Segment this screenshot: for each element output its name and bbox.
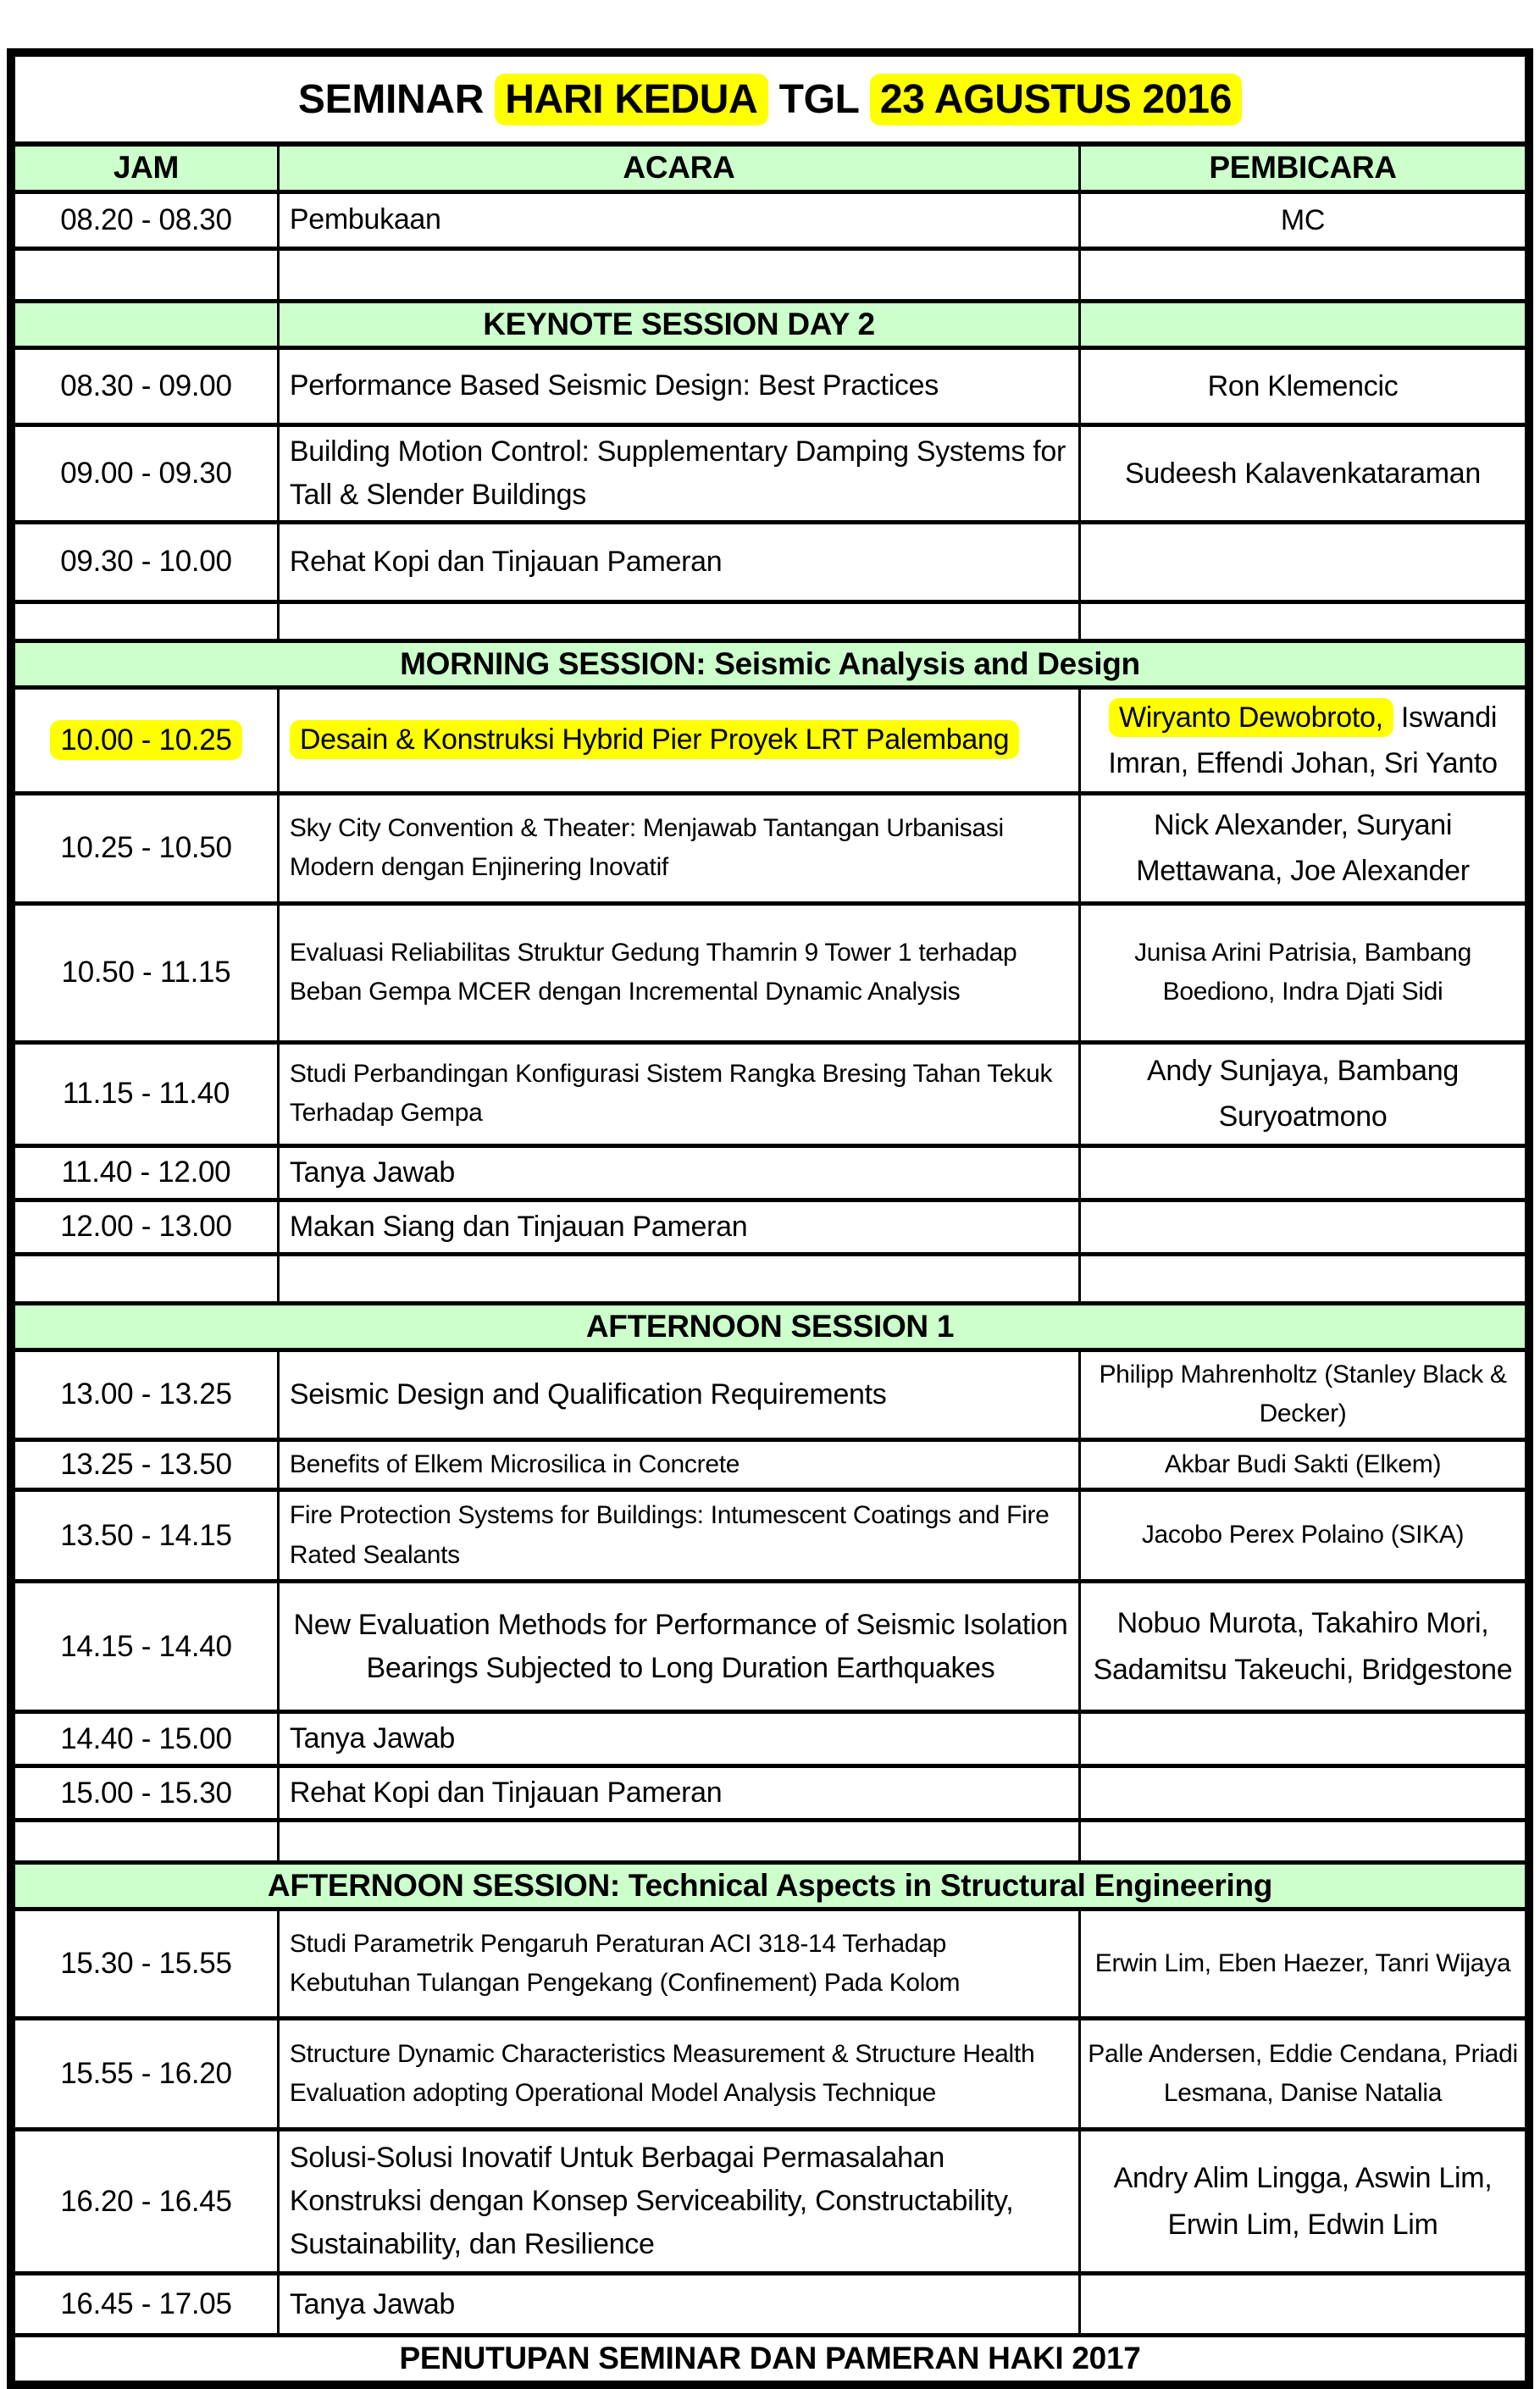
schedule-row: [11, 1042, 1529, 1145]
column-header-pembicara: PEMBICARA: [1080, 144, 1529, 191]
time-cell: 15.00 - 15.30: [11, 1766, 278, 1821]
schedule-row: [11, 1439, 1529, 1490]
speaker-cell: [1080, 2274, 1529, 2336]
session-header-keynote: KEYNOTE SESSION DAY 2: [278, 301, 1079, 347]
blank-row: [11, 601, 1529, 640]
schedule-row: [11, 1712, 1529, 1766]
column-header-acara: ACARA: [278, 144, 1079, 191]
schedule-row: [11, 2019, 1529, 2130]
empty-cell: [11, 301, 278, 347]
highlighted-speaker: Wiryanto Dewobroto,: [1109, 698, 1393, 737]
title-part-2: TGL: [778, 76, 859, 122]
event-cell: Fire Protection Systems for Buildings: Intumescent Coatings and Fire Rated Sealants: [278, 1490, 1079, 1582]
event-cell: Rehat Kopi dan Tinjauan Pameran: [278, 522, 1079, 601]
schedule-row: [11, 2130, 1529, 2274]
event-cell: Tanya Jawab: [278, 1712, 1079, 1766]
closing-row: [11, 2336, 1529, 2385]
schedule-row: [11, 1490, 1529, 1582]
session-header-afternoon1: AFTERNOON SESSION 1: [11, 1303, 1529, 1350]
speaker-cell: [1080, 1145, 1529, 1200]
schedule-row: [11, 2274, 1529, 2336]
speaker-cell: [1080, 522, 1529, 601]
event-cell: Makan Siang dan Tinjauan Pameran: [278, 1200, 1079, 1254]
column-header-row: [11, 144, 1529, 191]
empty-cell: [278, 248, 1079, 301]
speaker-rest: Iswandi Imran, Effendi Johan, Sri Yanto: [1108, 701, 1498, 779]
time-cell: 09.30 - 10.00: [11, 522, 278, 601]
event-cell: Studi Perbandingan Konfigurasi Sistem Rangka Bresing Tahan Tekuk Terhadap Gempa: [278, 1042, 1079, 1145]
time-cell: 08.30 - 09.00: [11, 347, 278, 424]
speaker-cell: Andy Sunjaya, Bambang Suryoatmono: [1080, 1042, 1529, 1145]
event-cell: Sky City Convention & Theater: Menjawab Tantangan Urbanisasi Modern dengan Enjinering Inovatif: [278, 793, 1079, 903]
time-cell: 08.20 - 08.30: [11, 191, 278, 248]
time-cell: 15.55 - 16.20: [11, 2019, 278, 2130]
time-cell: [11, 687, 278, 793]
empty-cell: [1080, 248, 1529, 301]
schedule-row: [11, 191, 1529, 248]
speaker-cell: Philipp Mahrenholtz (Stanley Black & Decker): [1080, 1350, 1529, 1439]
time-cell: 15.30 - 15.55: [11, 1910, 278, 2019]
session-header-row-afternoon2: [11, 1863, 1529, 1910]
title-highlight-day: HARI KEDUA: [495, 74, 767, 125]
session-header-morning: MORNING SESSION: Seismic Analysis and Design: [11, 640, 1529, 687]
schedule-row: [11, 424, 1529, 522]
speaker-cell: [1080, 687, 1529, 793]
time-cell: 13.25 - 13.50: [11, 1439, 278, 1490]
event-cell: Pembukaan: [278, 191, 1079, 248]
schedule-row: [11, 793, 1529, 903]
event-cell: Rehat Kopi dan Tinjauan Pameran: [278, 1766, 1079, 1821]
time-cell: 11.15 - 11.40: [11, 1042, 278, 1145]
event-cell: Solusi-Solusi Inovatif Untuk Berbagai Permasalahan Konstruksi dengan Konsep Serviceability, Constructability, Sustainability, dan Resilience: [278, 2130, 1079, 2274]
speaker-cell: [1080, 1766, 1529, 1821]
session-header-row-keynote: [11, 301, 1529, 347]
speaker-cell: Palle Andersen, Eddie Cendana, Priadi Lesmana, Danise Natalia: [1080, 2019, 1529, 2130]
event-cell: [278, 687, 1079, 793]
speaker-cell: Sudeesh Kalavenkataraman: [1080, 424, 1529, 522]
speaker-cell: Junisa Arini Patrisia, Bambang Boediono, Indra Djati Sidi: [1080, 903, 1529, 1042]
seminar-schedule-table: [7, 48, 1533, 2389]
event-cell: Performance Based Seismic Design: Best Practices: [278, 347, 1079, 424]
time-cell: 09.00 - 09.30: [11, 424, 278, 522]
empty-cell: [278, 1254, 1079, 1303]
title-row: [11, 53, 1529, 144]
schedule-row: [11, 1766, 1529, 1821]
speaker-cell: Andry Alim Lingga, Aswin Lim, Erwin Lim, Edwin Lim: [1080, 2130, 1529, 2274]
event-cell: Tanya Jawab: [278, 2274, 1079, 2336]
time-cell: 16.20 - 16.45: [11, 2130, 278, 2274]
blank-row: [11, 1254, 1529, 1303]
schedule-row: [11, 903, 1529, 1042]
speaker-cell: Nick Alexander, Suryani Mettawana, Joe Alexander: [1080, 793, 1529, 903]
time-cell: 10.50 - 11.15: [11, 903, 278, 1042]
title-highlight-date: 23 AGUSTUS 2016: [870, 74, 1242, 125]
empty-cell: [11, 601, 278, 640]
empty-cell: [1080, 601, 1529, 640]
empty-cell: [278, 601, 1079, 640]
schedule-row: [11, 347, 1529, 424]
empty-cell: [11, 1254, 278, 1303]
time-cell: 14.15 - 14.40: [11, 1582, 278, 1712]
event-cell: Building Motion Control: Supplementary Damping Systems for Tall & Slender Buildings: [278, 424, 1079, 522]
highlighted-time: 10.00 - 10.25: [50, 720, 241, 760]
page-title: [11, 53, 1529, 144]
speaker-cell: [1080, 1200, 1529, 1254]
time-cell: 10.25 - 10.50: [11, 793, 278, 903]
speaker-cell: Akbar Budi Sakti (Elkem): [1080, 1439, 1529, 1490]
speaker-cell: MC: [1080, 191, 1529, 248]
time-cell: 14.40 - 15.00: [11, 1712, 278, 1766]
schedule-row: [11, 1145, 1529, 1200]
speaker-cell: [1080, 1712, 1529, 1766]
empty-cell: [1080, 1254, 1529, 1303]
empty-cell: [278, 1821, 1079, 1863]
speaker-cell: Ron Klemencic: [1080, 347, 1529, 424]
empty-cell: [11, 248, 278, 301]
schedule-row: [11, 1200, 1529, 1254]
empty-cell: [1080, 301, 1529, 347]
schedule-row: [11, 522, 1529, 601]
time-cell: 11.40 - 12.00: [11, 1145, 278, 1200]
closing-title: PENUTUPAN SEMINAR DAN PAMERAN HAKI 2017: [11, 2336, 1529, 2385]
column-header-jam: JAM: [11, 144, 278, 191]
speaker-cell: Nobuo Murota, Takahiro Mori, Sadamitsu Takeuchi, Bridgestone: [1080, 1582, 1529, 1712]
highlighted-event: Desain & Konstruksi Hybrid Pier Proyek LRT Palembang: [290, 720, 1019, 759]
time-cell: 16.45 - 17.05: [11, 2274, 278, 2336]
blank-row: [11, 248, 1529, 301]
speaker-cell: Erwin Lim, Eben Haezer, Tanri Wijaya: [1080, 1910, 1529, 2019]
speaker-cell: Jacobo Perex Polaino (SIKA): [1080, 1490, 1529, 1582]
session-header-afternoon2: AFTERNOON SESSION: Technical Aspects in Structural Engineering: [11, 1863, 1529, 1910]
schedule-row: [11, 1582, 1529, 1712]
time-cell: 13.00 - 13.25: [11, 1350, 278, 1439]
time-cell: 13.50 - 14.15: [11, 1490, 278, 1582]
empty-cell: [11, 1821, 278, 1863]
time-cell: 12.00 - 13.00: [11, 1200, 278, 1254]
session-header-row-afternoon1: [11, 1303, 1529, 1350]
event-cell: Structure Dynamic Characteristics Measurement & Structure Health Evaluation adopting Operational Model Analysis Technique: [278, 2019, 1079, 2130]
session-header-row-morning: [11, 640, 1529, 687]
title-part-1: SEMINAR: [297, 76, 485, 122]
event-cell: Studi Parametrik Pengaruh Peraturan ACI 318-14 Terhadap Kebutuhan Tulangan Pengekang (Confinement) Pada Kolom: [278, 1910, 1079, 2019]
blank-row: [11, 1821, 1529, 1863]
event-cell: Benefits of Elkem Microsilica in Concrete: [278, 1439, 1079, 1490]
schedule-row: [11, 1910, 1529, 2019]
event-cell: Tanya Jawab: [278, 1145, 1079, 1200]
event-cell: Seismic Design and Qualification Requirements: [278, 1350, 1079, 1439]
schedule-row: [11, 1350, 1529, 1439]
empty-cell: [1080, 1821, 1529, 1863]
event-cell: New Evaluation Methods for Performance of Seismic Isolation Bearings Subjected to Long Duration Earthquakes: [278, 1582, 1079, 1712]
event-cell: Evaluasi Reliabilitas Struktur Gedung Thamrin 9 Tower 1 terhadap Beban Gempa MCER dengan Incremental Dynamic Analysis: [278, 903, 1079, 1042]
schedule-row-highlighted: [11, 687, 1529, 793]
